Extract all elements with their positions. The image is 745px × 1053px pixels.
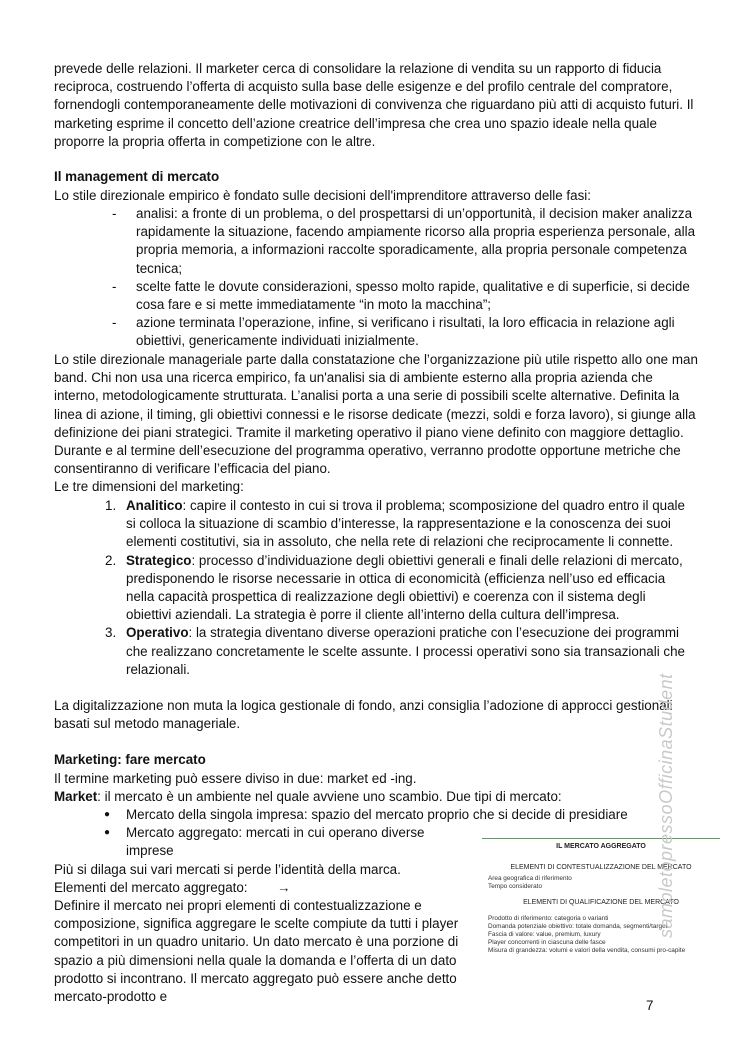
phase-item: - analisi: a fronte di un problema, o del prospettarsi di un’opportunità, il decision maker analizza rapidamente la situazione, facendo ampiamente ricorso alla propria esperienza personale, alla propria memoria, a informazioni raccolte sporadicamente, alla propria personale competenza tecnica; xyxy=(110,205,700,278)
dimension-item xyxy=(100,624,690,679)
figure-line: Domanda potenziale obiettivo: totale domanda, segmenti/target xyxy=(488,923,668,930)
elements-line: Elementi del mercato aggregato: → xyxy=(54,880,291,895)
dimension-text: : processo d’individuazione degli obiettivi generali e finali delle relazioni di mercato, predisponendo le risorse necessarie in ottica di economicità (efficienza nell’uso ed efficacia nella capacità prospettica di realizzazione degli obiettivi) e coerenza con il sistema degli obiettivi aziendali. La strategia è porre il cliente all’interno della cultura dell’impresa. xyxy=(126,552,683,623)
list-number: 3. xyxy=(105,625,117,641)
figure-line: Player concorrenti in ciascuna delle fasce xyxy=(488,939,606,946)
figure-line: Misura di grandezza: volumi e valori della vendita, consumi pro-capite xyxy=(488,947,686,954)
dimension-item xyxy=(100,552,690,625)
section-heading-marketing: Marketing: fare mercato xyxy=(54,752,206,767)
empirical-style-lead: Lo stile direzionale empirico è fondato sulle decisioni dell'imprenditore attraverso delle fasi: xyxy=(54,188,591,203)
market-type-item: ● Mercato aggregato: mercati in cui operano diverse imprese xyxy=(104,825,425,859)
dimension-term: Operativo xyxy=(126,625,189,641)
list-number: 2. xyxy=(105,552,117,568)
dimension-term: Strategico xyxy=(126,552,192,568)
aggregate-market-figure xyxy=(482,838,722,963)
bullet-icon: ● xyxy=(104,809,111,820)
phases-list xyxy=(110,205,700,351)
watermark: sampletopressoOfficinaStudent xyxy=(656,673,676,938)
dimension-text: : capire il contesto in cui si trova il problema; scomposizione del quadro entro il quale si colloca la situazione di scambio d’interesse, la rappresentazione e la conoscenza dei suoi elementi costitutivi, sia in assoluto, che nella rete di relazioni che reciprocamente li connette. xyxy=(126,498,685,550)
identity-sentence: Più si dilaga sui vari mercati si perde l’identità della marca. xyxy=(54,862,401,877)
dimension-text: : la strategia diventano diverse operazioni pratiche con l’esecuzione dei programmi che realizzano concretamente le scelte assunte. I processi operativi sono sia transazionali che relazionali. xyxy=(126,625,685,677)
figure-line: Prodotto di riferimento: categoria o varianti xyxy=(488,915,609,922)
figure-subtitle-context: ELEMENTI DI CONTESTUALIZZAZIONE DEL MERCATO xyxy=(510,864,692,871)
list-number: 1. xyxy=(105,498,117,513)
digitalization-paragraph: La digitalizzazione non muta la logica gestionale di fondo, anzi consiglia l’adozione di approcci gestionali basati sul metodo manageriale. xyxy=(54,698,673,732)
dimension-term: Analitico xyxy=(126,498,183,513)
section-heading-management: Il management di mercato xyxy=(54,169,220,184)
page-number: 7 xyxy=(646,998,654,1013)
managerial-style-paragraph: Lo stile direzionale manageriale parte dalla constatazione che l’organizzazione più utile rispetto allo one man band. Chi non usa una ricerca empirico, fa un'analisi sia di ambiente esterno alla propria azienda che interno, metodologicamente strutturata. L’analisi porta a una serie di possibili scelte alternative. Definita la linea di azione, il timing, gli obiettivi connessi e le risorse dedicate (mezzi, soldi e forza lavoro), si giunge alla definizione dei piani strategici. Tramite il marketing operativo il piano viene definito con maggiore dettaglio. Durante e al termine dell’esecuzione del programma operativo, verranno prodotte opportune metriche che consentiranno di verificare l’efficacia del piano. xyxy=(54,352,698,477)
phase-item: - scelte fatte le dovute considerazioni, spesso molto rapide, qualitative e di superficie, si decide cosa fare e si mette immediatamente “in moto la macchina”; xyxy=(110,278,700,314)
figure-subtitle-qualification: ELEMENTI DI QUALIFICAZIONE DEL MERCATO xyxy=(523,899,679,906)
marketing-lead: Il termine marketing può essere diviso in due: market ed -ing. xyxy=(54,771,417,786)
bullet-icon: ● xyxy=(104,827,111,839)
market-definition xyxy=(54,788,699,806)
market-type-item: ● Mercato della singola impresa: spazio del mercato proprio che si decide di presidiare xyxy=(100,806,686,824)
dimensions-list xyxy=(100,497,690,679)
define-paragraph: Definire il mercato nei propri elementi di contestualizzazione e composizione, significa aggregare le scelte compiute da tutti i player competitori in un quadro unitario. Un dato mercato è una porzione di spazio a più dimensioni nella quale la domanda e l’offerta di un dato prodotto si incontrano. Il mercato aggregato può essere anche detto mercato-prodotto e xyxy=(54,898,459,1005)
market-term: Market xyxy=(54,789,98,804)
intro-paragraph: prevede delle relazioni. Il marketer cerca di consolidare la relazione di vendita su un rapporto di fiducia reciproca, costruendo l’offerta di acquisto sulla base delle esigenze e del profilo centrale del compratore, fornendogli contemporaneamente delle motivazioni di convivenza che riguardano più atti di acquisto futuri. Il marketing esprime il concetto dell’azione creatrice dell’impresa che crea uno spazio ideale nella quale proporre la propria offerta in competizione con le altre. xyxy=(54,61,694,149)
figure-line: Fascia di valore: value, premium, luxury xyxy=(488,931,601,938)
market-text: : il mercato è un ambiente nel quale avviene uno scambio. Due tipi di mercato: xyxy=(97,789,562,804)
arrow-right-icon: → xyxy=(277,880,291,895)
figure-line: Tempo considerato xyxy=(488,883,542,890)
figure-divider xyxy=(482,838,720,839)
dimension-item xyxy=(100,497,690,552)
phase-item: - azione terminata l’operazione, infine, si verificano i risultati, la loro efficacia in relazione agli obiettivi, genericamente individuati inizialmente. xyxy=(110,314,700,350)
figure-title: IL MERCATO AGGREGATO xyxy=(556,843,646,850)
dimensions-lead: Le tre dimensioni del marketing: xyxy=(54,479,244,494)
figure-line: Area geografica di riferimento xyxy=(488,875,572,882)
